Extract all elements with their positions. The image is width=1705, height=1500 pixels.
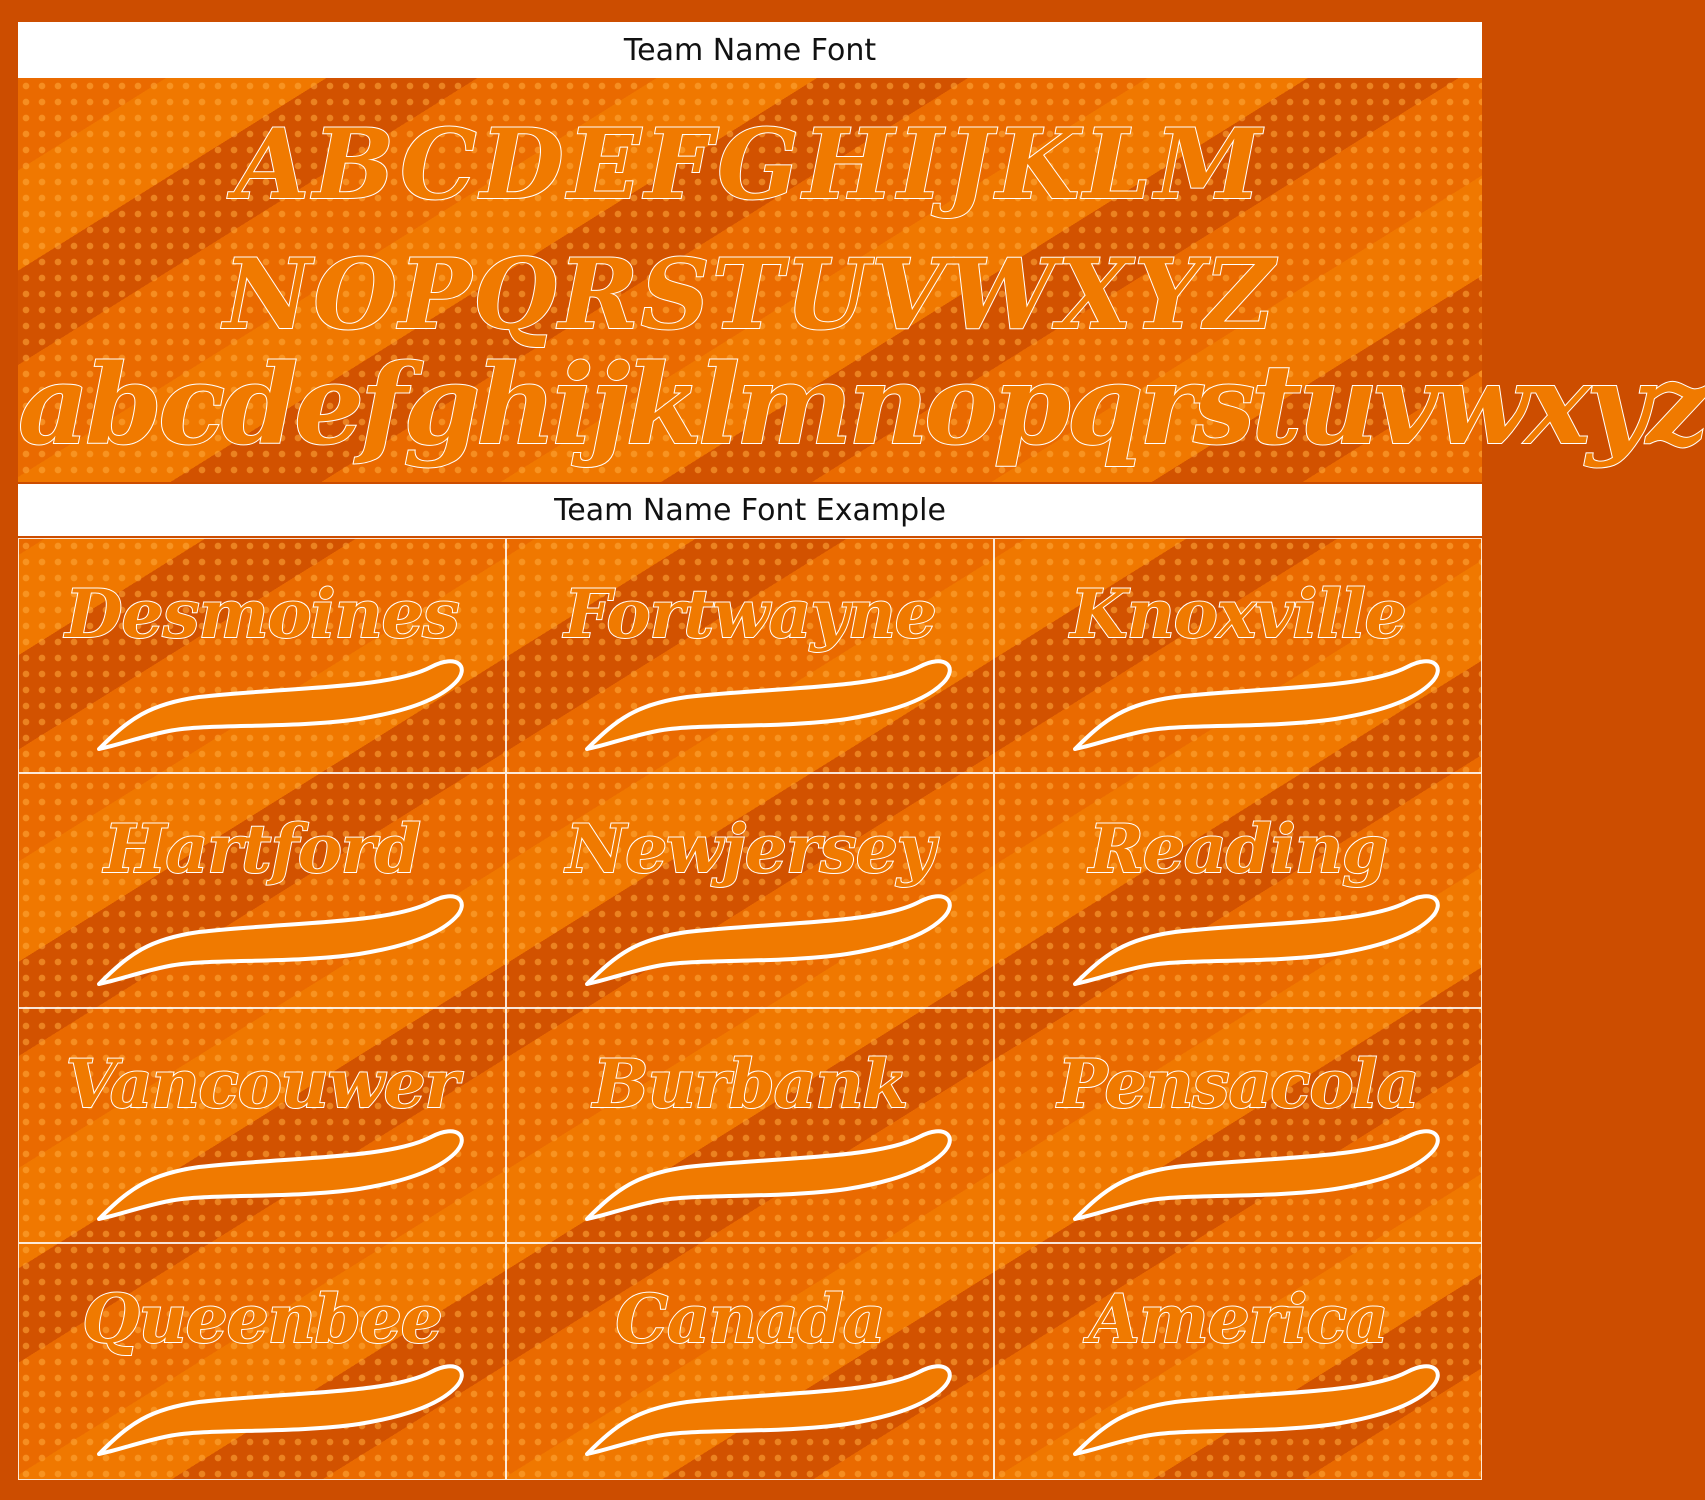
example-cell	[994, 1243, 1482, 1480]
example-cell	[506, 1008, 994, 1243]
example-word: Pensacola	[1057, 1045, 1419, 1123]
example-cell	[994, 538, 1482, 773]
font-title-bar	[18, 22, 1482, 78]
font-title: Team Name Font	[623, 32, 877, 68]
tail-swoosh	[547, 649, 967, 759]
example-word: Hartford	[104, 810, 420, 888]
tail-swoosh	[59, 649, 479, 759]
example-cell	[506, 773, 994, 1008]
example-cell	[506, 538, 994, 773]
example-word: Reading	[1089, 810, 1387, 888]
example-word: Desmoines	[65, 575, 459, 653]
example-cell	[994, 773, 1482, 1008]
tail-swoosh	[59, 1119, 479, 1229]
example-word: Vancouwer	[65, 1045, 459, 1123]
example-word: Newjersey	[565, 810, 935, 888]
uppercase-row-a-m: ABCDEFGHIJKLM	[234, 108, 1266, 221]
example-title-bar	[18, 484, 1482, 536]
example-word: Queenbee	[82, 1280, 442, 1358]
example-cell	[506, 1243, 994, 1480]
example-cell	[18, 773, 506, 1008]
examples-grid	[18, 538, 1482, 1480]
alphabet-panel	[18, 78, 1705, 482]
tail-swoosh	[1035, 1119, 1455, 1229]
lowercase-row: abcdefghijklmnopqrstuvwxyz	[18, 340, 1705, 469]
tail-swoosh	[547, 884, 967, 994]
tail-swoosh	[1035, 1354, 1455, 1464]
examples-panel	[18, 538, 1482, 1480]
example-cell	[18, 538, 506, 773]
example-word: Knoxville	[1070, 575, 1406, 653]
tail-swoosh	[59, 884, 479, 994]
example-cell	[994, 1008, 1482, 1243]
example-cell	[18, 1243, 506, 1480]
tail-swoosh	[59, 1354, 479, 1464]
example-cell	[18, 1008, 506, 1243]
example-word: Canada	[615, 1280, 885, 1358]
example-word: Burbank	[592, 1045, 908, 1123]
tail-swoosh	[547, 1354, 967, 1464]
tail-swoosh	[547, 1119, 967, 1229]
tail-swoosh	[1035, 649, 1455, 759]
example-title: Team Name Font Example	[554, 492, 946, 528]
example-word: America	[1088, 1280, 1388, 1358]
tail-swoosh	[1035, 884, 1455, 994]
example-word: Fortwayne	[564, 575, 936, 653]
uppercase-row-n-z: NOPQRSTUVWXYZ	[223, 238, 1277, 351]
